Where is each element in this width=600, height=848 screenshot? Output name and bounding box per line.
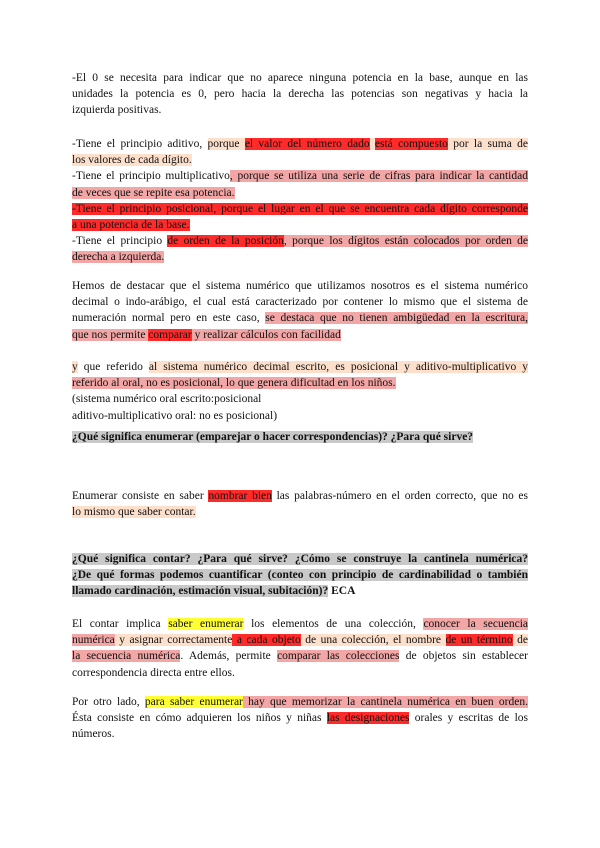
text-line: ¿Qué significa contar? ¿Para qué sirve? ¿Cómo se construye la cantinela numérica? bbox=[72, 553, 528, 565]
heading-enumerar bbox=[72, 429, 528, 445]
text-line: unidades la potencia es 0, pero hacia la derecha las potencias son negativas y hacia la bbox=[72, 88, 528, 101]
text-line: (sistema numérico oral escrito:posicional bbox=[72, 393, 262, 406]
text-line: -Tiene el principio multiplicativo, porque se utiliza una serie de cifras para indicar la cantidad bbox=[72, 170, 528, 183]
text-line: Ésta consiste en cómo adquieren los niños y niñas las designaciones orales y escritas de los bbox=[72, 712, 528, 725]
text-line: correspondencia directa entre ellos. bbox=[72, 666, 235, 679]
text-line: derecha a izquierda. bbox=[72, 251, 165, 264]
text-line: ¿Qué significa enumerar (emparejar o hacer correspondencias)? ¿Para qué sirve? bbox=[72, 431, 474, 443]
text-line: numérica y asignar correctamente a cada objeto de una colección, el nombre de un término de bbox=[72, 634, 528, 647]
text-line: lo mismo que saber contar. bbox=[72, 506, 196, 519]
text-line: los valores de cada dígito. bbox=[72, 154, 192, 167]
paragraph-cero bbox=[72, 70, 528, 119]
text-line: referido al oral, no es posicional, lo que genera dificultad en los niños. bbox=[72, 377, 396, 390]
paragraph-cantinela bbox=[72, 694, 528, 743]
heading-contar bbox=[72, 551, 528, 600]
text-line: que nos permite comparar y realizar cálculos con facilidad bbox=[72, 328, 341, 341]
text-line: llamado cardinación, estimación visual, subitación)? ECA bbox=[72, 585, 356, 598]
text-line: y que referido al sistema numérico decimal escrito, es posicional y aditivo-multiplicativo y bbox=[72, 361, 529, 373]
text-line: Por otro lado, para saber enumerar hay que memorizar la cantinela numérica en buen orden. bbox=[72, 696, 528, 708]
text-line: -Tiene el principio de orden de la posición, porque los dígitos están colocados por orden de bbox=[72, 235, 528, 248]
text-line: izquierda positivas. bbox=[72, 104, 162, 117]
text-line: la secuencia numérica. Además, permite comparar las colecciones de objetos sin establecer bbox=[72, 650, 528, 663]
text-line: -El 0 se necesita para indicar que no aparece ninguna potencia en la base, aunque en las bbox=[72, 72, 528, 84]
text-line: numeración normal pero en este caso, se destaca que no tienen ambigüedad en la escritura, bbox=[72, 312, 528, 325]
text-line: ¿De qué formas podemos cuantificar (conteo con principio de cardinabilidad o también bbox=[72, 569, 528, 582]
text-line: decimal o indo-arábigo, el cual está caracterizado por contener lo mismo que el sistema de bbox=[72, 296, 528, 309]
text-line: El contar implica saber enumerar los elementos de una colección, conocer la secuencia bbox=[72, 618, 528, 630]
text-line: Hemos de destacar que el sistema numérico que utilizamos nosotros es el sistema numérico bbox=[72, 280, 528, 292]
paragraph-sistema-decimal bbox=[72, 278, 528, 343]
text-line: números. bbox=[72, 728, 115, 741]
text-line: a una potencia de la base. bbox=[72, 219, 190, 232]
paragraph-contar bbox=[72, 616, 528, 681]
text-line: Enumerar consiste en saber nombrar bien las palabras-número en el orden correcto, que no es bbox=[72, 490, 528, 502]
paragraph-referido bbox=[72, 359, 528, 424]
text-line: aditivo-multiplicativo oral: no es posicional) bbox=[72, 409, 278, 422]
text-line: de veces que se repite esa potencia. bbox=[72, 186, 235, 199]
paragraph-enumerar bbox=[72, 488, 528, 520]
text-line: -Tiene el principio aditivo, porque el valor del número dado está compuesto por la suma de bbox=[72, 138, 528, 150]
text-line: -Tiene el principio posicional, porque el lugar en el que se encuentra cada dígito corresponde bbox=[72, 202, 528, 215]
paragraph-principios bbox=[72, 136, 528, 266]
